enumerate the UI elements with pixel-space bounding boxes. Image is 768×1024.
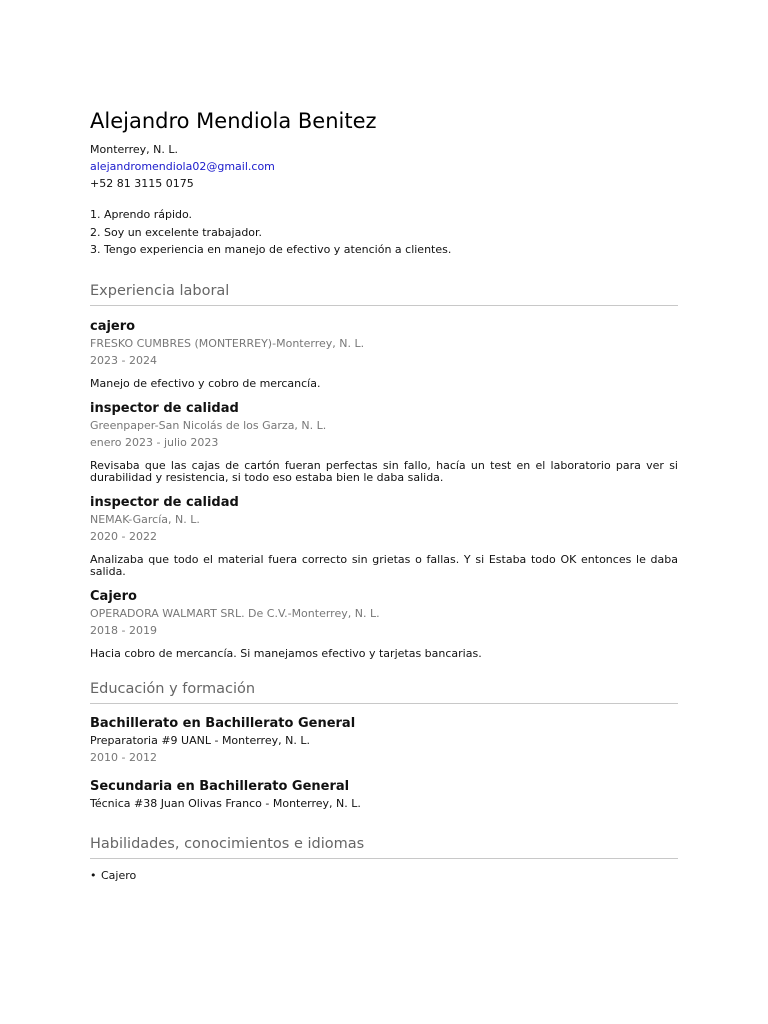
job-separator: - bbox=[272, 336, 277, 350]
job-title: inspector de calidad bbox=[90, 400, 239, 416]
job-location: San Nicolás de los Garza, N. L. bbox=[158, 418, 327, 432]
candidate-name: Alejandro Mendiola Benitez bbox=[90, 109, 377, 133]
summary-item: 3. Tengo experiencia en manejo de efectivo y atención a clientes. bbox=[90, 243, 452, 256]
education-school: Preparatoria #9 UANL - Monterrey, N. L. bbox=[90, 733, 310, 747]
summary-item: 2. Soy un excelente trabajador. bbox=[90, 225, 263, 239]
job-company-line bbox=[90, 605, 678, 622]
education-section bbox=[90, 681, 678, 812]
job-company-line bbox=[90, 335, 678, 352]
education-school: Técnica #38 Juan Olivas Franco - Monterrey, N. L. bbox=[90, 796, 361, 810]
job-description: Revisaba que las cajas de cartón fueran perfectas sin fallo, hacía un test en el laboratorio para ver si durabilidad y resistencia, si todo eso estaba bien le daba salida. bbox=[90, 458, 678, 484]
email-link[interactable]: alejandromendiola02@gmail.com bbox=[90, 160, 275, 173]
job-description: Hacia cobro de mercancía. Si manejamos efectivo y tarjetas bancarias. bbox=[90, 646, 482, 660]
job-company: Greenpaper bbox=[90, 418, 155, 432]
skill-label: Cajero bbox=[101, 868, 137, 882]
education-entry bbox=[90, 715, 678, 766]
skills-section bbox=[90, 836, 678, 884]
summary-item: 1. Aprendo rápido. bbox=[90, 208, 193, 221]
experience-section bbox=[90, 283, 678, 660]
job-description: Analizaba que todo el material fuera correcto sin grietas o fallas. Y si Estaba todo OK entonces le daba salida. bbox=[90, 552, 678, 578]
job-separator: - bbox=[287, 606, 292, 620]
job-company: NEMAK bbox=[90, 512, 129, 526]
job-dates: enero 2023 - julio 2023 bbox=[90, 435, 219, 449]
education-entry bbox=[90, 778, 678, 812]
skills-heading: Habilidades, conocimientos e idiomas bbox=[90, 836, 678, 859]
job-title: cajero bbox=[90, 318, 136, 334]
education-heading: Educación y formación bbox=[90, 681, 678, 704]
job-company: FRESKO CUMBRES (MONTERREY) bbox=[90, 336, 273, 350]
job-company-line bbox=[90, 511, 678, 528]
job-entry bbox=[90, 588, 678, 660]
email-line bbox=[90, 158, 678, 175]
experience-heading: Experiencia laboral bbox=[90, 283, 678, 306]
job-entry bbox=[90, 494, 678, 578]
job-location: Monterrey, N. L. bbox=[276, 336, 365, 350]
location-text: Monterrey, N. L. bbox=[90, 143, 178, 156]
job-description: Manejo de efectivo y cobro de mercancía. bbox=[90, 376, 321, 390]
education-title: Bachillerato en Bachillerato General bbox=[90, 715, 356, 731]
job-separator: - bbox=[128, 512, 133, 526]
job-dates: 2020 - 2022 bbox=[90, 529, 157, 543]
job-company: OPERADORA WALMART SRL. De C.V. bbox=[90, 606, 288, 620]
job-entry bbox=[90, 318, 678, 390]
skills-list bbox=[90, 867, 678, 884]
job-location: Monterrey, N. L. bbox=[291, 606, 380, 620]
job-title: Cajero bbox=[90, 588, 137, 604]
phone-text: +52 81 3115 0175 bbox=[90, 177, 194, 190]
job-dates: 2023 - 2024 bbox=[90, 353, 157, 367]
job-title: inspector de calidad bbox=[90, 494, 239, 510]
bullet-icon: • bbox=[90, 868, 97, 882]
job-company-line bbox=[90, 417, 678, 434]
job-separator: - bbox=[154, 418, 159, 432]
summary-list bbox=[90, 206, 678, 259]
skill-item bbox=[90, 867, 678, 884]
job-entry bbox=[90, 400, 678, 484]
education-dates: 2010 - 2012 bbox=[90, 750, 157, 764]
job-dates: 2018 - 2019 bbox=[90, 623, 157, 637]
job-location: García, N. L. bbox=[132, 512, 200, 526]
education-title: Secundaria en Bachillerato General bbox=[90, 778, 350, 794]
